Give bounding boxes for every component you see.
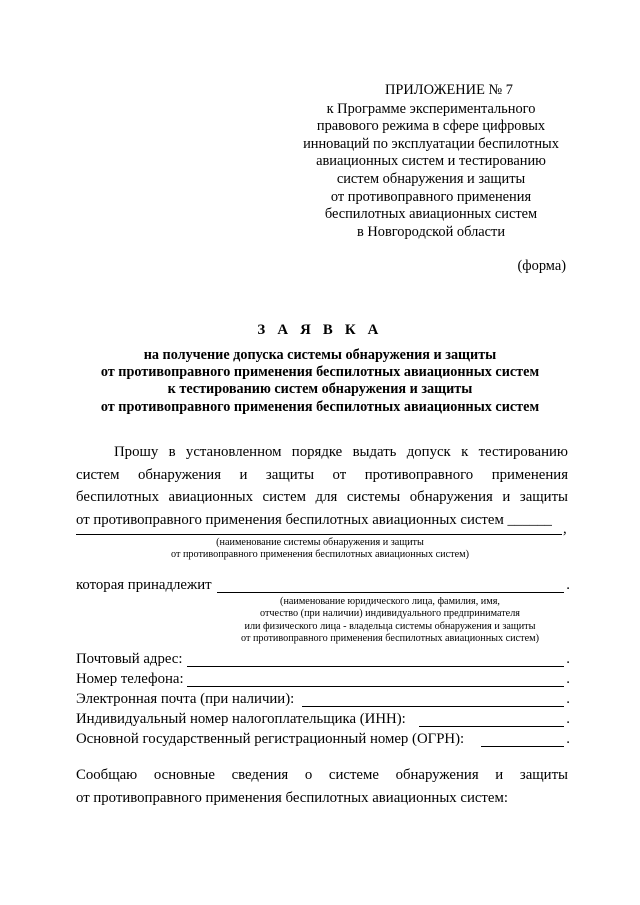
subtitle-line: к тестированию систем обнаружения и защиты (167, 381, 473, 398)
ogrn-input-line[interactable] (481, 746, 564, 747)
owner-label: которая принадлежит (76, 577, 212, 593)
email-label: Электронная почта (при наличии): (76, 691, 295, 707)
period: . (566, 577, 570, 593)
inn-row (76, 711, 568, 731)
owner-row (76, 577, 568, 597)
appendix-block (292, 82, 570, 241)
owner-input-line[interactable] (217, 592, 564, 593)
paragraph-line: Прошу в установленном порядке выдать допуск к тестированию (114, 444, 568, 460)
paragraph-line: систем обнаружения и защиты от противоправного применения (76, 466, 568, 483)
paragraph-line: Сообщаю основные сведения о системе обнаружения и защиты (76, 767, 568, 783)
period: . (566, 691, 570, 707)
email-input-line[interactable] (302, 706, 564, 707)
period: . (566, 651, 570, 667)
appendix-line: систем обнаружения и защиты (336, 170, 526, 187)
appendix-title: ПРИЛОЖЕНИЕ № 7 (385, 82, 513, 98)
subtitle-line: от противоправного применения беспилотных авиационных систем (100, 364, 540, 381)
hint-line: или физического лица - владельца системы обнаружения и защиты (244, 620, 536, 632)
appendix-line: инноваций по эксплуатации беспилотных (303, 135, 559, 152)
paragraph-line: от противоправного применения беспилотных авиационных систем: (76, 789, 508, 806)
appendix-line: авиационных систем и тестированию (316, 153, 546, 170)
paragraph-line: беспилотных авиационных систем для системы обнаружения и защиты (76, 489, 568, 505)
inn-input-line[interactable] (419, 726, 564, 727)
appendix-line: правового режима в сфере цифровых (316, 118, 546, 135)
hint-line: отчество (при наличии) индивидуального предпринимателя (260, 608, 520, 620)
appendix-line: беспилотных авиационных систем (324, 206, 538, 223)
phone-row (76, 671, 568, 691)
document-subtitle (60, 347, 580, 416)
phone-label: Номер телефона: (76, 671, 184, 687)
paragraph-line: от противоправного применения беспилотных авиационных систем ______ (76, 511, 552, 528)
postal-address-row (76, 651, 568, 671)
hint-line: от противоправного применения беспилотных авиационных систем) (171, 549, 469, 561)
subtitle-line: от противоправного применения беспилотных авиационных систем (100, 398, 540, 415)
period: . (566, 711, 570, 727)
info-paragraph (76, 764, 568, 809)
inn-label: Индивидуальный номер налогоплательщика (ИНН): (76, 711, 406, 727)
hint-line: от противоправного применения беспилотных авиационных систем) (241, 633, 539, 645)
comma: , (563, 521, 567, 537)
appendix-line: к Программе экспериментального (326, 100, 536, 117)
document-title: З А Я В К А (257, 322, 383, 338)
appendix-line: от противоправного применения (330, 188, 532, 205)
subtitle-line: на получение допуска системы обнаружения и защиты (143, 347, 497, 363)
form-mark: (форма) (517, 258, 566, 274)
owner-hint (230, 596, 550, 646)
system-name-line[interactable] (76, 534, 562, 535)
postal-address-label: Почтовый адрес: (76, 651, 183, 667)
hint-line: (наименование юридического лица, фамилия, имя, (280, 596, 500, 607)
appendix-line: в Новгородской области (356, 223, 506, 240)
phone-input-line[interactable] (187, 686, 564, 687)
email-row (76, 691, 568, 711)
hint-line: (наименование системы обнаружения и защиты (216, 537, 424, 548)
postal-address-input-line[interactable] (187, 666, 564, 667)
ogrn-row (76, 731, 568, 751)
request-paragraph (76, 441, 568, 531)
period: . (566, 731, 570, 747)
period: . (566, 671, 570, 687)
ogrn-label: Основной государственный регистрационный номер (ОГРН): (76, 731, 465, 747)
system-name-hint (90, 537, 550, 562)
